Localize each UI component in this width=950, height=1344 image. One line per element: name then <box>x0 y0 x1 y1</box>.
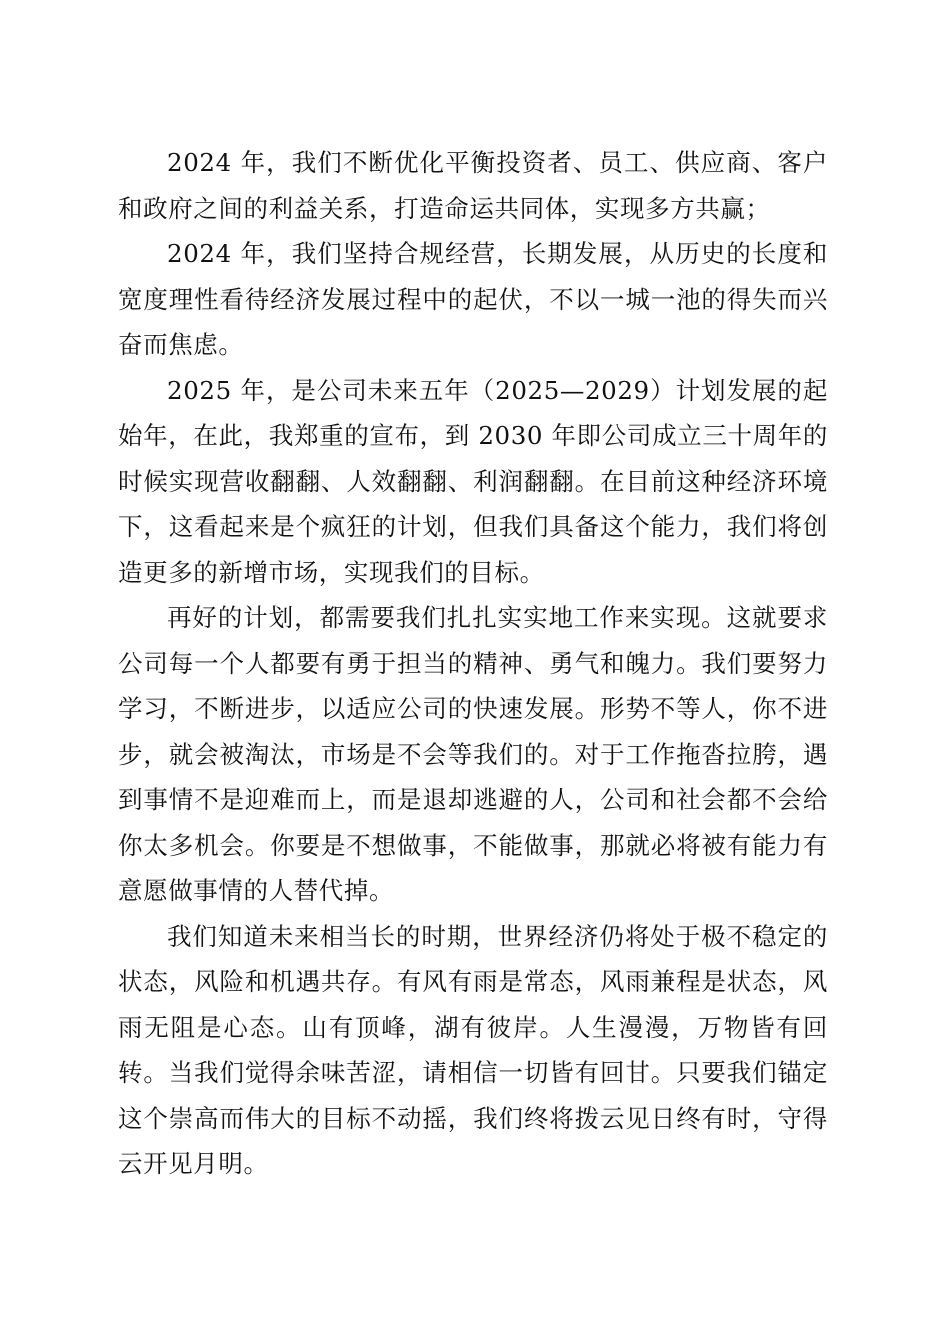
paragraph-2024-stakeholders: 2024 年，我们不断优化平衡投资者、员工、供应商、客户和政府之间的利益关系，打造命运共同体，实现多方共赢； <box>118 148 828 223</box>
paragraph-work-ethic: 再好的计划，都需要我们扎扎实实地工作来实现。这就要求公司每一个人都要有勇于担当的精神、勇气和魄力。我们要努力学习，不断进步，以适应公司的快速发展。形势不等人，你不进步，就会被淘汰，市场是不会等我们的。对于工作拖沓拉胯，遇到事情不是迎难而上，而是退却逃避的人，公司和社会都不会给你太多机会。你要是不想做事，不能做事，那就必将被有能力有意愿做事情的人替代掉。 <box>118 603 828 905</box>
paragraph-2024-compliance: 2024 年，我们坚持合规经营，长期发展，从历史的长度和宽度理性看待经济发展过程中的起伏，不以一城一池的得失而兴奋而焦虑。 <box>118 239 828 359</box>
document-page <box>118 140 828 1187</box>
paragraph-future-outlook: 我们知道未来相当长的时期，世界经济仍将处于极不稳定的状态，风险和机遇共存。有风有雨是常态，风雨兼程是状态，风雨无阻是心态。山有顶峰，湖有彼岸。人生漫漫，万物皆有回转。当我们觉得余味苦涩，请相信一切皆有回甘。只要我们锚定这个崇高而伟大的目标不动摇，我们终将拨云见日终有时，守得云开见月明。 <box>118 921 828 1178</box>
paragraph-2025-plan: 2025 年，是公司未来五年（2025—2029）计划发展的起始年，在此，我郑重的宣布，到 2030 年即公司成立三十周年的时候实现营收翻翻、人效翻翻、利润翻翻。在目前这种经济环境下，这看起来是个疯狂的计划，但我们具备这个能力，我们将创造更多的新增市场，实现我们的目标。 <box>118 375 828 587</box>
